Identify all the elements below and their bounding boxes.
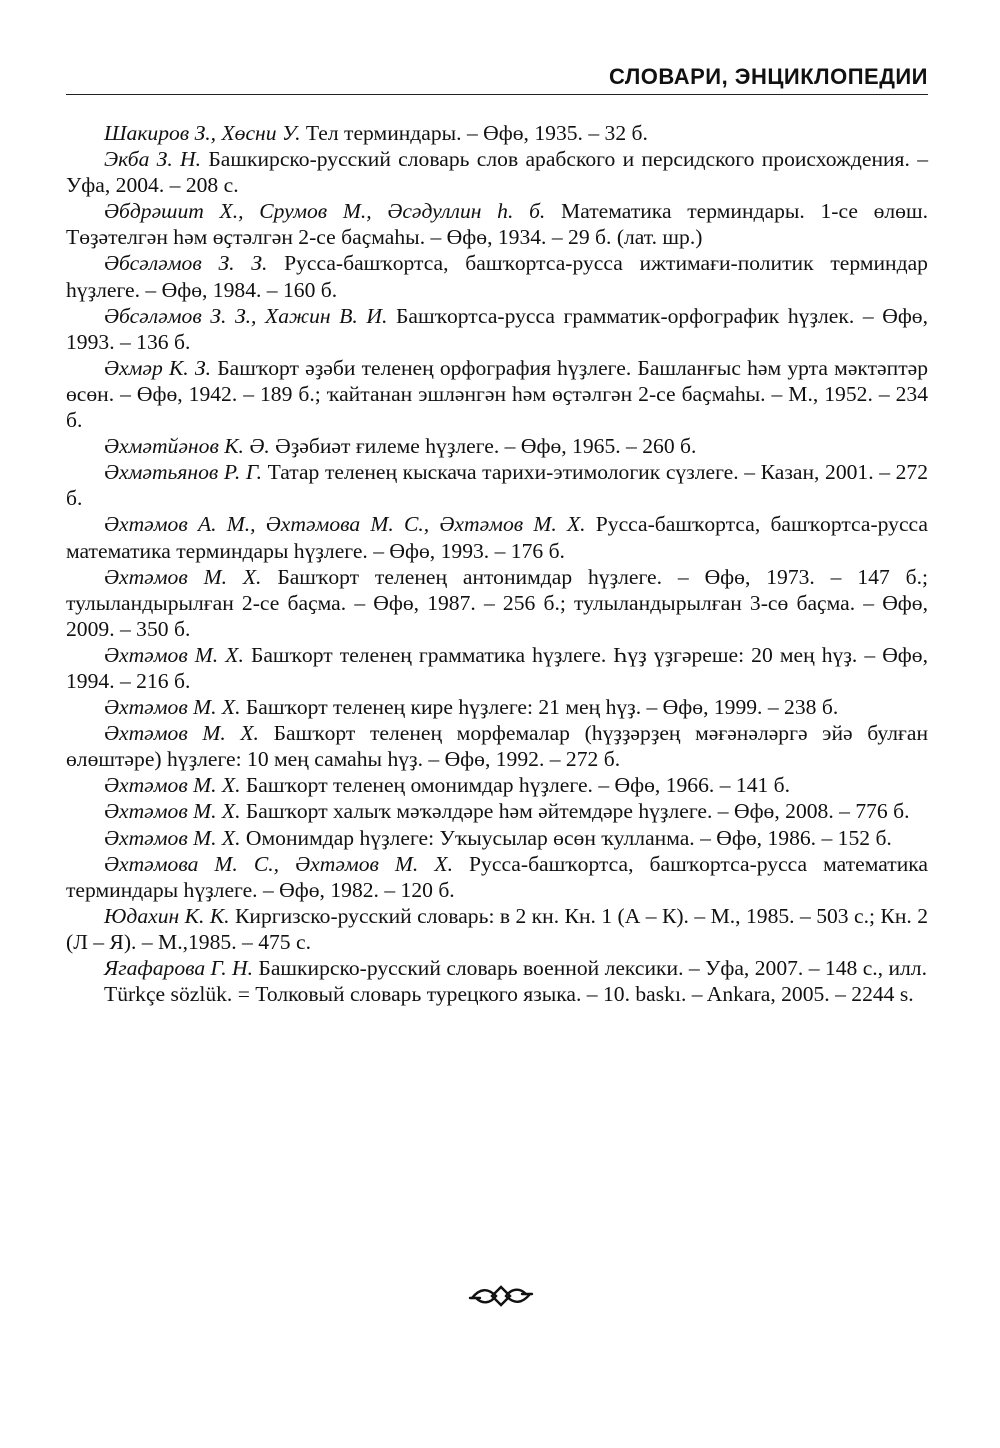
- entry-text: Русса-башҡортса, башҡортса-русса ижтимағи-политик терминдар һүҙлеге. – Өфө, 1984. – 160 б.: [66, 251, 928, 302]
- entry-author: Әбдрәшит Х., Срумов М., Әсәдуллин һ. б.: [104, 199, 546, 224]
- entry-author: Әбсәләмов З. З.: [104, 251, 268, 276]
- entry-author: Шакиров З., Хөсни У.: [104, 121, 301, 145]
- entry-text: Башҡортса-русса грамматик-орфографик һүҙлек. – Өфө, 1993. – 136 б.: [66, 303, 929, 354]
- entry-text: Русса-башҡортса, башҡортса-русса математика терминдары һүҙлеге. – Өфө, 1982. – 120 б.: [66, 851, 928, 902]
- entry-text: Башҡорт әҙәби теленең орфография һүҙлеге. Башланғыс һәм урта мәктәптәр өсөн. – Өфө, 1942. – 189 б.; ҡайтанан эшләнгән һәм өҫтәлгән 2-се баҫмаһы. – М., 1952. – 234 б.: [66, 355, 929, 433]
- bibliography-entry: [66, 459, 928, 511]
- entry-text: Омонимдар һүҙлеге: Уҡыусылар өсөн ҡулланма. – Өфө, 1986. – 152 б.: [240, 825, 892, 850]
- entry-author: Әхтәмов М. Х.: [104, 642, 244, 667]
- entry-author: Әхмәтйәнов К. Ә.: [104, 434, 270, 459]
- bibliography-entry: [66, 355, 928, 433]
- bibliography-entry: [66, 303, 928, 355]
- entry-author: Юдахин К. К.: [104, 903, 230, 928]
- entry-author: Әхтәмов А. М., Әхтәмова М. С., Әхтәмов М. Х.: [104, 512, 586, 537]
- bibliography-entry: [66, 955, 928, 981]
- bibliography-entry: [66, 250, 928, 302]
- entry-author: Әхтәмов М. Х.: [104, 721, 259, 746]
- entry-author: Әхтәмова М. С., Әхтәмов М. Х.: [104, 851, 453, 876]
- entry-author: Әбсәләмов З. З., Хажин В. И.: [104, 303, 388, 328]
- bibliography-entry: [66, 511, 928, 563]
- entry-text: Русса-башҡортса, башҡортса-русса математика терминдары һүҙлеге. – Өфө, 1993. – 176 б.: [66, 512, 928, 563]
- entry-text: Башкирско-русский словарь военной лексики. – Уфа, 2007. – 148 с., илл.: [253, 956, 927, 980]
- bibliography-entry: [66, 903, 928, 955]
- bibliography-entry: [66, 564, 928, 642]
- bibliography-entry: [66, 798, 928, 824]
- bibliography-entry: [66, 720, 928, 772]
- bibliography-entry: [66, 146, 928, 198]
- bibliography-entry: [66, 772, 928, 798]
- bibliography-entry: [66, 851, 928, 903]
- entry-text: Тел терминдары. – Өфө, 1935. – 32 б.: [300, 121, 648, 145]
- entry-text: Әҙәбиәт ғилеме һүҙлеге. – Өфө, 1965. – 260 б.: [269, 434, 697, 459]
- entry-text: Башкирско-русский словарь слов арабского и персидского происхождения. – Уфа, 2004. – 208 с.: [66, 147, 928, 198]
- bibliography-entry: [66, 642, 928, 694]
- entry-text: Башҡорт теленең кире һүҙлеге: 21 мең һүҙ. – Өфө, 1999. – 238 б.: [240, 695, 839, 720]
- entry-text: Türkçe sözlük. = Толковый словарь турецкого языка. – 10. baskı. – Ankara, 2005. – 2244 s.: [104, 982, 914, 1007]
- bibliography-entry: [66, 120, 928, 146]
- entry-text: Математика терминдары. 1-се өлөш. Төҙәтелгән һәм өҫтәлгән 2-се баҫмаһы. – Өфө, 1934. – 29 б. (лат. шр.): [66, 199, 928, 250]
- bibliography-entry: [66, 694, 928, 720]
- entry-text: Башҡорт теленең антонимдар һүҙлеге. – Өфө, 1973. – 147 б.; тулыландырылған 2-се баҫма. – Өфө, 1987. – 256 б.; тулыландырылған 3-сө баҫма. – Өфө, 2009. – 350 б.: [66, 564, 928, 641]
- entry-author: Әхмәтьянов Р. Г.: [104, 460, 262, 485]
- bibliography-entry: [66, 981, 928, 1007]
- entry-author: Әхтәмов М. Х.: [104, 564, 262, 589]
- entry-author: Ягафарова Г. Н.: [104, 956, 254, 980]
- bibliography-list: [66, 120, 928, 1007]
- entry-text: Башҡорт теленең омонимдар һүҙлеге. – Өфө, 1966. – 141 б.: [240, 773, 791, 798]
- entry-author: Әхмәр К. З.: [104, 355, 211, 380]
- entry-author: Әхтәмов М. Х.: [104, 825, 241, 850]
- entry-text: Башҡорт халыҡ мәҡәлдәре һәм әйтемдәре һүҙлеге. – Өфө, 2008. – 776 б.: [240, 799, 910, 824]
- entry-author: Әхтәмов М. Х.: [104, 695, 241, 720]
- entry-text: Татар теленең кыскача тарихи-этимологик сүзлеге. – Казан, 2001. – 272 б.: [66, 460, 928, 511]
- entry-text: Башҡорт теленең морфемалар (һүҙҙәрҙең мәғәнәләргә эйә булған өлөштәре) һүҙлеге: 10 мең самаһы һүҙ. – Өфө, 1992. – 272 б.: [66, 721, 929, 772]
- bibliography-entry: [66, 433, 928, 459]
- fleuron-ornament-icon: [466, 1284, 536, 1308]
- bibliography-entry: [66, 825, 928, 851]
- entry-author: Экба З. Н.: [104, 147, 202, 172]
- entry-author: Әхтәмов М. Х.: [104, 773, 241, 798]
- bibliography-entry: [66, 198, 928, 250]
- entry-author: Әхтәмов М. Х.: [104, 799, 241, 824]
- entry-text: Киргизско-русский словарь: в 2 кн. Кн. 1 (А – К). – М., 1985. – 503 с.; Кн. 2 (Л – Я). – М.,1985. – 475 с.: [66, 903, 928, 954]
- entry-text: Башҡорт теленең грамматика һүҙлеге. Һүҙ үҙгәреше: 20 мең һүҙ. – Өфө, 1994. – 216 б.: [66, 642, 928, 693]
- running-head: СЛОВАРИ, ЭНЦИКЛОПЕДИИ: [66, 64, 928, 95]
